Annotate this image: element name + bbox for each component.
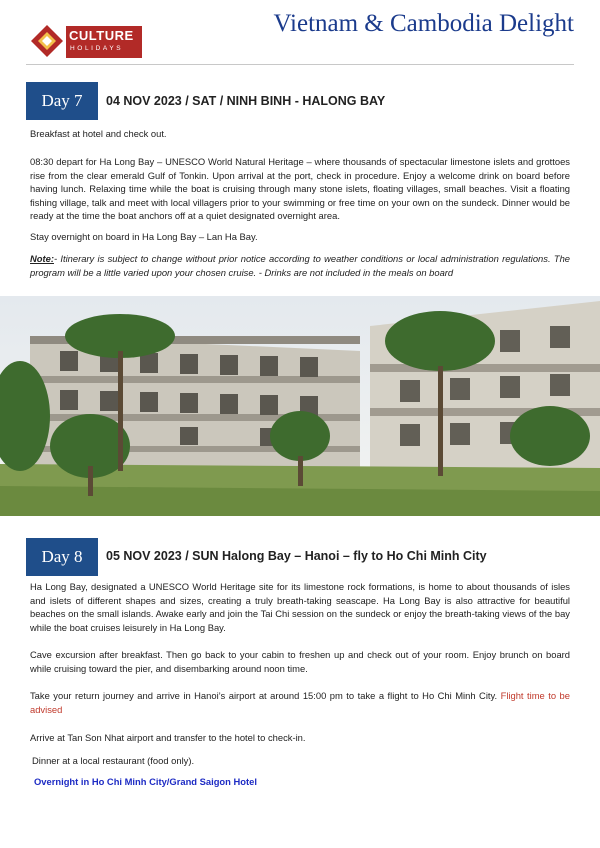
day8-paragraph-1: Ha Long Bay, designated a UNESCO World Heritage site for its limestone rock formations, is home to about thousands of isles and islets of different shapes and sizes, creating a truly breath-taking seascape. Ha Long Bay is also attractive for beautiful beaches on the small islands. Awake early and join the Tai Chi session on the sundeck or enjoy the breath-taking views of the bay while the boat cruises leisurely in Ha Long Bay. <box>30 581 570 633</box>
day7-paragraph-2: 08:30 depart for Ha Long Bay – UNESCO World Natural Heritage – where thousands of spectacular limestone islets and grottoes rise from the clear emerald Gulf of Tonkin. Upon arrival at the port, check in procedure. Enjoy a welcome drink on board before having lunch. Relaxing time while the boat is cruising through many stone islets, floating villages, small beaches. Visit a floating fishing village, talk and meet with local villagers prior to your swimming or free time on your own on the sundeck. Dinner would be ready at the time the boat anchors off at a quiet designated overnight area. <box>30 156 570 222</box>
day7-paragraph-3: Stay overnight on board in Ha Long Bay – Lan Ha Bay. <box>30 231 258 242</box>
note-text: - Itinerary is subject to change without prior notice according to weather conditions or local administration regulations. The program will be a little varied upon your chosen cruise. - Drinks are not included in the meals on board <box>30 253 570 278</box>
company-logo <box>30 22 142 62</box>
diamond-logo-icon <box>30 24 64 58</box>
flight-time-note: Flight time to be advised <box>30 690 570 715</box>
note-label: Note: <box>30 253 54 264</box>
day8-paragraph-3 <box>30 689 570 716</box>
day8-badge: Day 8 <box>26 538 98 576</box>
day8-paragraph-2: Cave excursion after breakfast. Then go back to your cabin to freshen up and check out of your room. Enjoy brunch on board while cruising toward the pier, and disembarking around noon time. <box>30 649 570 674</box>
day8-paragraph-3-text: Take your return journey and arrive in Hanoi’s airport at around 15:00 pm to take a flight to Ho Chi Minh City. <box>30 690 498 701</box>
day7-title: 04 NOV 2023 / SAT / NINH BINH - HALONG BAY <box>106 94 386 108</box>
building-photo <box>0 296 600 516</box>
day7-badge: Day 7 <box>26 82 98 120</box>
document-title: Vietnam & Cambodia Delight <box>273 10 574 37</box>
day8-paragraph-4: Arrive at Tan Son Nhat airport and transfer to the hotel to check-in. <box>30 732 306 743</box>
logo-text-box <box>66 26 142 58</box>
header-divider <box>26 64 574 65</box>
day8-title: 05 NOV 2023 / SUN Halong Bay – Hanoi – fly to Ho Chi Minh City <box>106 549 487 563</box>
day8-overnight: Overnight in Ho Chi Minh City/Grand Saigon Hotel <box>34 776 257 787</box>
day7-note <box>30 252 570 279</box>
day7-paragraph-1: Breakfast at hotel and check out. <box>30 128 167 139</box>
day8-paragraph-5: Dinner at a local restaurant (food only). <box>32 755 195 766</box>
logo-sub: HOLIDAYS <box>70 45 124 52</box>
logo-brand: CULTURE <box>69 28 134 43</box>
